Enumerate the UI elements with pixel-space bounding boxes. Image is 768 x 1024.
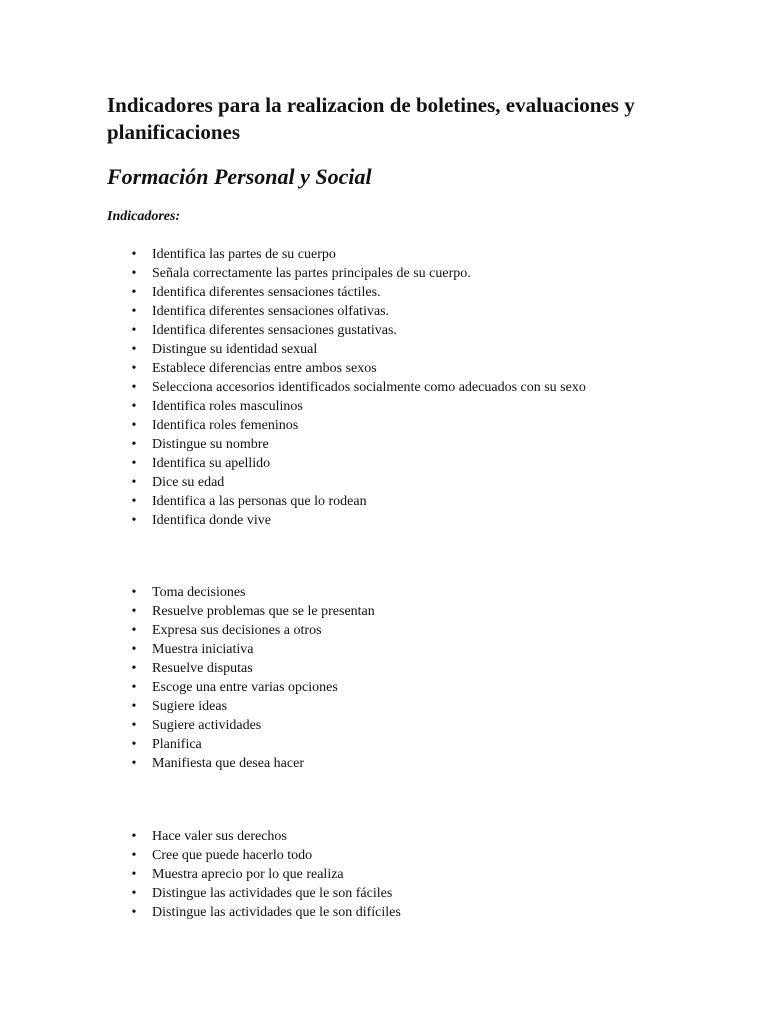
indicator-list-3 (107, 827, 401, 922)
bullet-icon: • (131, 418, 137, 433)
bullet-icon: • (131, 494, 137, 509)
list-item-text: Planifica (152, 737, 202, 752)
list-item (107, 621, 375, 640)
list-item-text: Identifica su apellido (152, 456, 271, 471)
list-item (107, 416, 586, 435)
bullet-icon: • (131, 437, 137, 452)
list-item-text: Identifica donde vive (152, 513, 271, 528)
list-item-text: Muestra iniciativa (152, 642, 254, 657)
list-item (107, 846, 401, 865)
list-item-text: Hace valer sus derechos (152, 829, 287, 844)
list-item (107, 302, 586, 321)
list-item (107, 827, 401, 846)
bullet-icon: • (131, 905, 137, 920)
list-item (107, 640, 375, 659)
list-item-text: Señala correctamente las partes principales de su cuerpo. (152, 266, 471, 281)
list-item-text: Identifica roles masculinos (152, 399, 303, 414)
list-item (107, 735, 375, 754)
bullet-icon: • (131, 680, 137, 695)
list-item (107, 435, 586, 454)
list-item-text: Distingue las actividades que le son fáciles (152, 886, 393, 901)
list-item (107, 321, 586, 340)
list-item (107, 583, 375, 602)
bullet-icon: • (131, 266, 137, 281)
bullet-icon: • (131, 756, 137, 771)
bullet-icon: • (131, 886, 137, 901)
list-item-text: Establece diferencias entre ambos sexos (152, 361, 377, 376)
list-item-text: Identifica las partes de su cuerpo (152, 247, 336, 262)
indicator-list-2 (107, 583, 375, 773)
list-item (107, 359, 586, 378)
list-item (107, 697, 375, 716)
list-item (107, 511, 586, 530)
bullet-icon: • (131, 342, 137, 357)
list-item-text: Cree que puede hacerlo todo (152, 848, 313, 863)
list-item (107, 492, 586, 511)
bullet-icon: • (131, 247, 137, 262)
list-item (107, 903, 401, 922)
bullet-icon: • (131, 604, 137, 619)
bullet-icon: • (131, 737, 137, 752)
list-item-text: Distingue las actividades que le son difíciles (152, 905, 401, 920)
bullet-icon: • (131, 718, 137, 733)
list-item-text: Sugiere actividades (152, 718, 262, 733)
bullet-icon: • (131, 304, 137, 319)
list-item-text: Resuelve disputas (152, 661, 253, 676)
bullet-icon: • (131, 475, 137, 490)
list-item-text: Toma decisiones (152, 585, 246, 600)
list-item (107, 865, 401, 884)
bullet-icon: • (131, 661, 137, 676)
list-item (107, 659, 375, 678)
bullet-icon: • (131, 642, 137, 657)
list-item (107, 754, 375, 773)
section-heading: Formación Personal y Social (107, 164, 372, 189)
bullet-icon: • (131, 585, 137, 600)
list-item-text: Escoge una entre varias opciones (152, 680, 338, 695)
bullet-icon: • (131, 848, 137, 863)
list-item-text: Manifiesta que desea hacer (152, 756, 304, 771)
bullet-icon: • (131, 323, 137, 338)
list-item-text: Expresa sus decisiones a otros (152, 623, 322, 638)
bullet-icon: • (131, 380, 137, 395)
bullet-icon: • (131, 513, 137, 528)
bullet-icon: • (131, 829, 137, 844)
list-item (107, 397, 586, 416)
list-item (107, 884, 401, 903)
list-item (107, 602, 375, 621)
list-item (107, 473, 586, 492)
bullet-icon: • (131, 361, 137, 376)
document-title: Indicadores para la realizacion de boletines, evaluaciones y planificaciones (107, 93, 635, 144)
bullet-icon: • (131, 285, 137, 300)
list-item (107, 716, 375, 735)
list-item (107, 264, 586, 283)
list-item-text: Identifica a las personas que lo rodean (152, 494, 367, 509)
bullet-icon: • (131, 867, 137, 882)
list-item (107, 340, 586, 359)
list-item-text: Distingue su identidad sexual (152, 342, 318, 357)
list-item-text: Sugiere ideas (152, 699, 228, 714)
list-item (107, 283, 586, 302)
bullet-icon: • (131, 456, 137, 471)
list-item-text: Identifica roles femeninos (152, 418, 299, 433)
list-item (107, 378, 586, 397)
list-item-text: Selecciona accesorios identificados socialmente como adecuados con su sexo (152, 380, 586, 395)
list-item-text: Dice su edad (152, 475, 225, 490)
bullet-icon: • (131, 623, 137, 638)
list-item-text: Resuelve problemas que se le presentan (152, 604, 375, 619)
list-item (107, 454, 586, 473)
bullet-icon: • (131, 699, 137, 714)
list-item-text: Muestra aprecio por lo que realiza (152, 867, 344, 882)
indicators-label: Indicadores: (107, 209, 181, 224)
list-item-text: Identifica diferentes sensaciones gustativas. (152, 323, 397, 338)
list-item-text: Distingue su nombre (152, 437, 269, 452)
bullet-icon: • (131, 399, 137, 414)
list-item-text: Identifica diferentes sensaciones táctiles. (152, 285, 381, 300)
list-item (107, 678, 375, 697)
list-item (107, 245, 586, 264)
indicator-list-1 (107, 245, 586, 530)
list-item-text: Identifica diferentes sensaciones olfativas. (152, 304, 390, 319)
